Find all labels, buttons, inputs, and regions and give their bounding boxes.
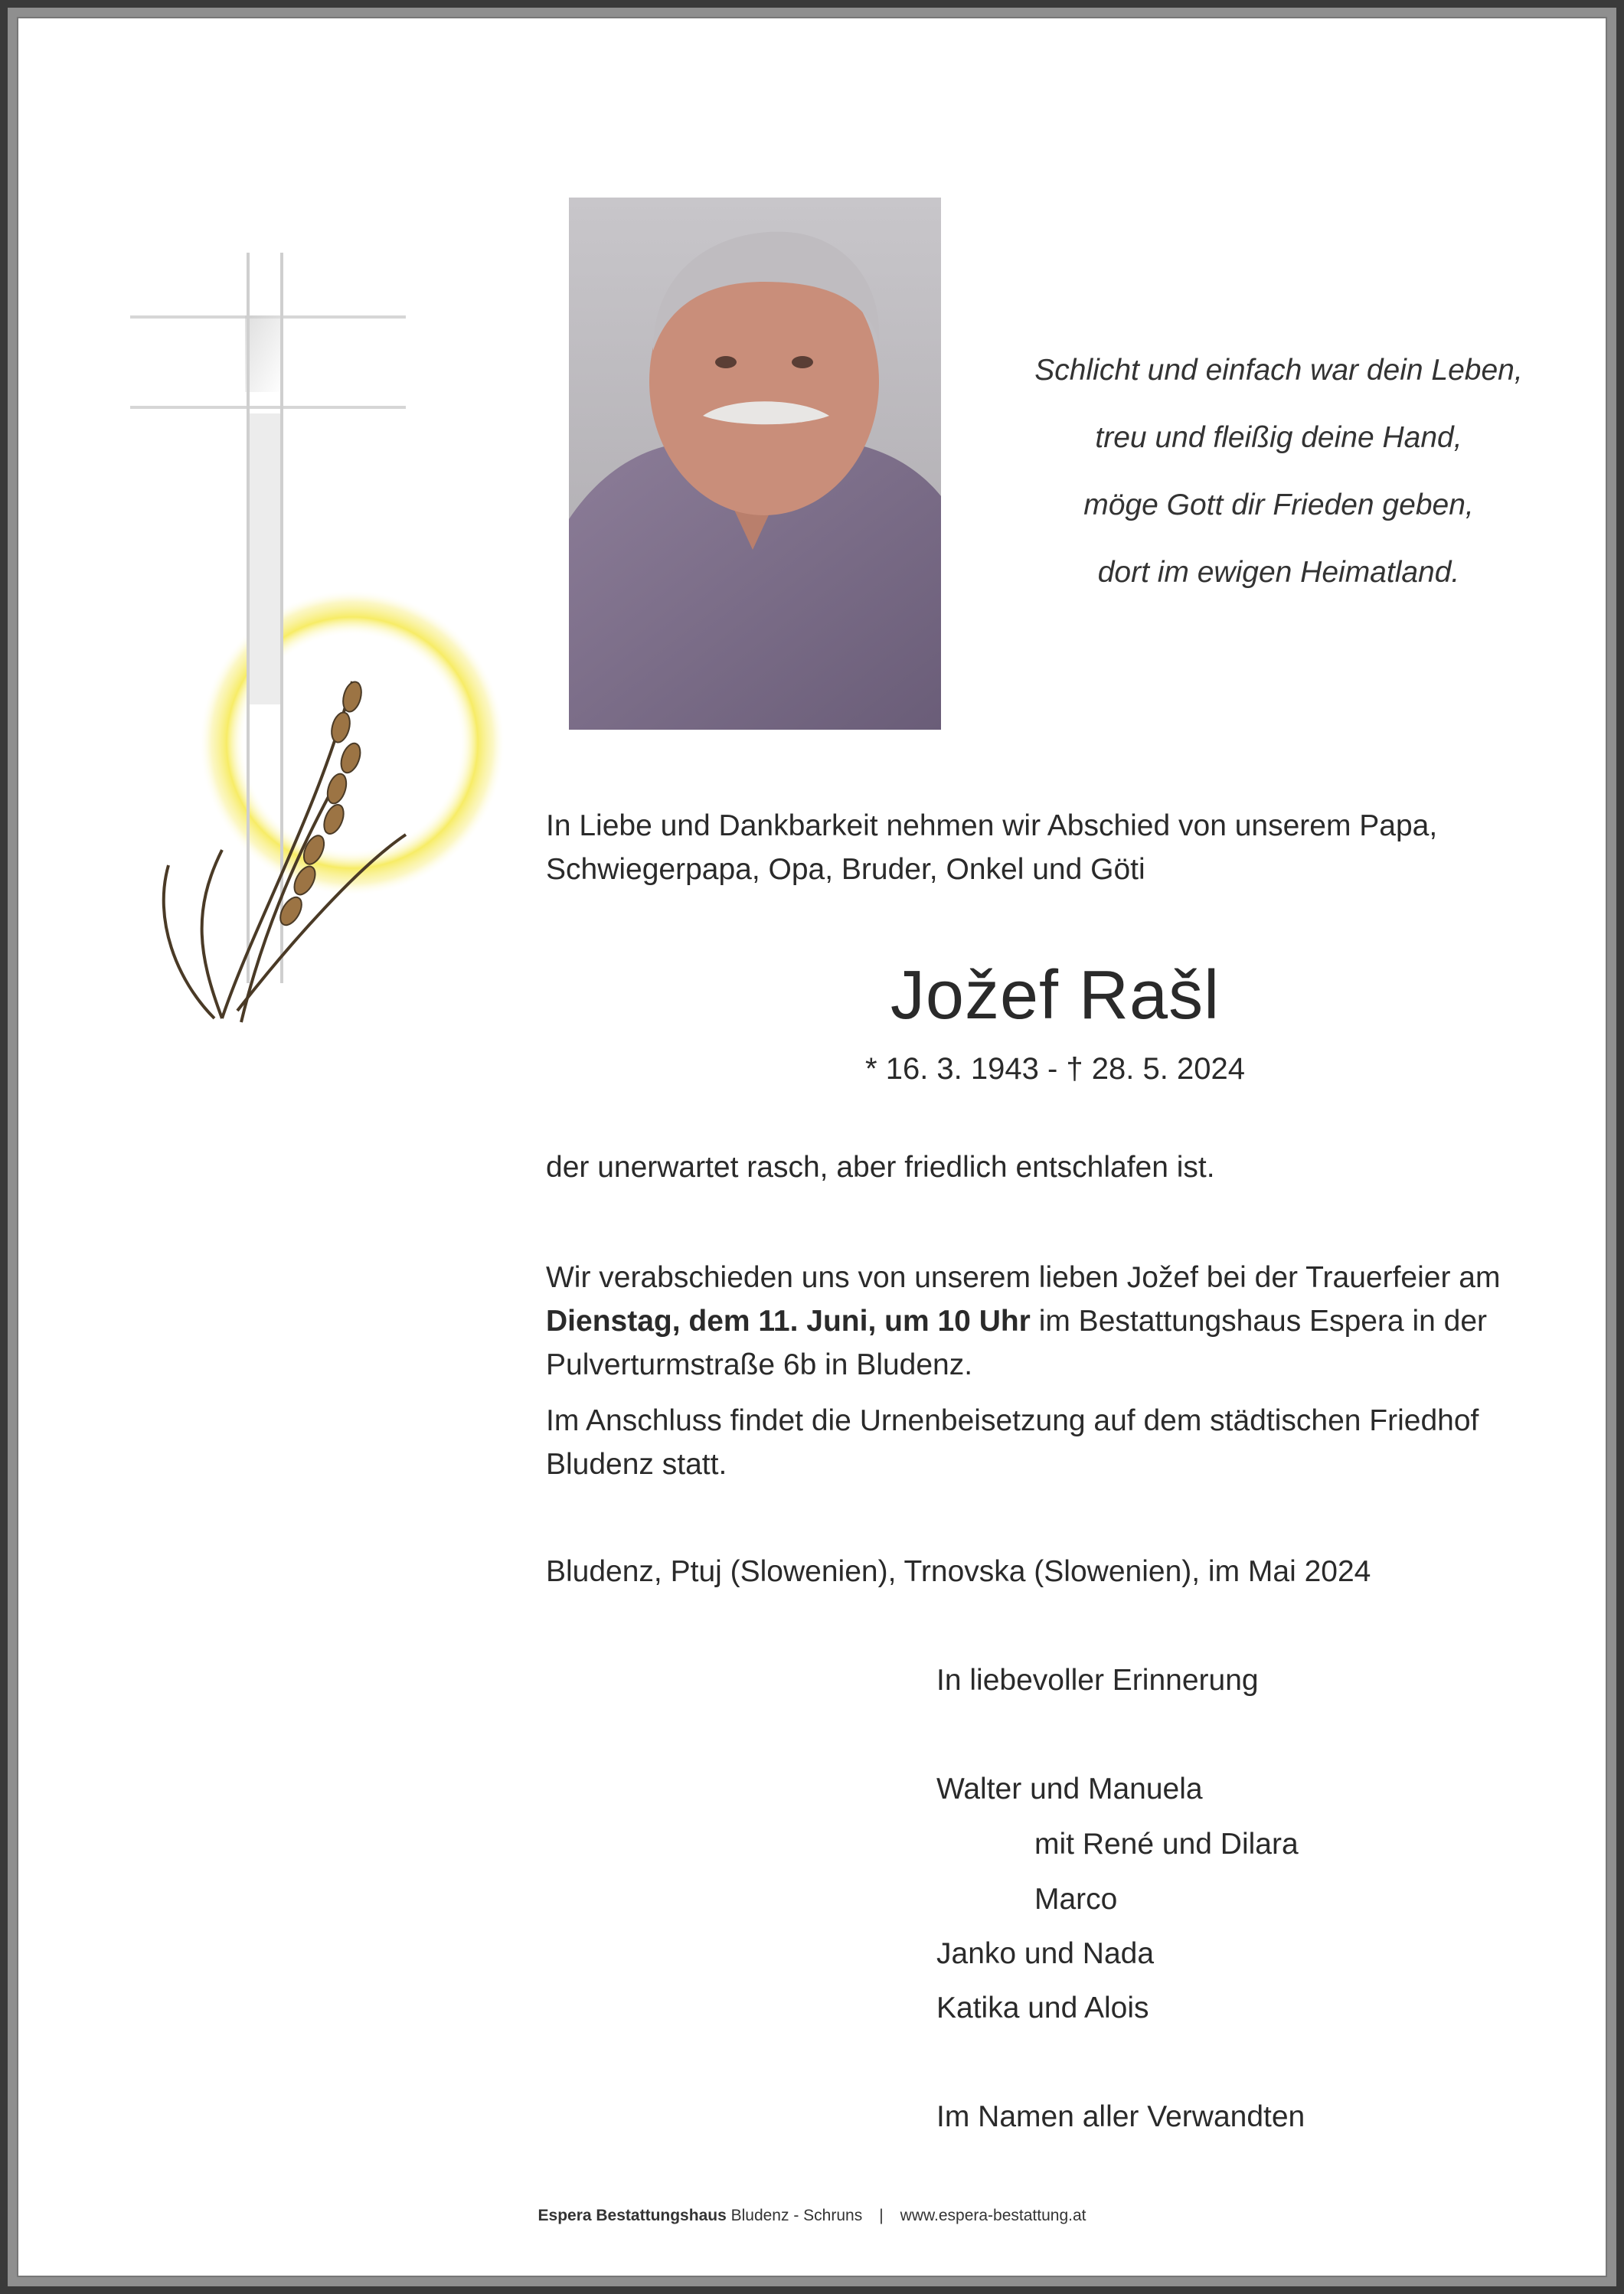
intro-text	[546, 804, 1437, 891]
burial-line: Bludenz statt.	[546, 1448, 727, 1481]
ceremony-location: im Bestattungshaus Espera in der	[1030, 1305, 1488, 1338]
mourner-family: Janko und Nada	[936, 1937, 1155, 1970]
intro-line: In Liebe und Dankbarkeit nehmen wir Abschied von unserem Papa,	[546, 809, 1438, 842]
poem-line: dort im ewigen Heimatland.	[1097, 556, 1460, 589]
footer	[0, 2207, 1624, 2225]
intro-line: Schwiegerpapa, Opa, Bruder, Onkel und Göti	[546, 853, 1145, 886]
place-date: Bludenz, Ptuj (Slowenien), Trnovska (Slowenien), im Mai 2024	[546, 1555, 1371, 1588]
footer-separator: |	[879, 2207, 884, 2224]
life-dates: * 16. 3. 1943 - † 28. 5. 2024	[865, 1052, 1245, 1086]
portrait-photo	[569, 198, 941, 730]
ceremony-line	[546, 1299, 1500, 1343]
deceased-name: Jožef Rašl	[890, 957, 1220, 1034]
ceremony-date: Dienstag, dem 11. Juni, um 10 Uhr	[546, 1305, 1031, 1338]
footer-website-link[interactable]: www.espera-bestattung.at	[900, 2207, 1086, 2224]
footer-locations: Bludenz - Schruns	[726, 2207, 863, 2224]
cross-wheat-sun-icon	[107, 253, 536, 1049]
mourners-heading: In liebevoller Erinnerung	[936, 1664, 1259, 1697]
poem-line: möge Gott dir Frieden geben,	[1083, 489, 1474, 521]
passing-text: der unerwartet rasch, aber friedlich entschlafen ist.	[546, 1151, 1215, 1184]
mourner-family: Walter und Manuela	[936, 1773, 1203, 1805]
ceremony-text	[546, 1256, 1500, 1387]
poem-line: treu und fleißig deine Hand,	[1095, 421, 1462, 454]
burial-line: Im Anschluss findet die Urnenbeisetzung auf dem städtischen Friedhof	[546, 1404, 1479, 1437]
mourner-family-member: Marco	[1034, 1883, 1118, 1916]
mourner-family-member: mit René und Dilara	[1034, 1828, 1299, 1861]
poem	[995, 337, 1562, 606]
mourner-family: Katika und Alois	[936, 1992, 1149, 2024]
mourners-closing: Im Namen aller Verwandten	[936, 2100, 1305, 2133]
ceremony-line: Wir verabschieden uns von unserem lieben Jožef bei der Trauerfeier am	[546, 1261, 1501, 1294]
ceremony-line: Pulverturmstraße 6b in Bludenz.	[546, 1348, 973, 1381]
poem-line: Schlicht und einfach war dein Leben,	[1034, 354, 1523, 387]
burial-text	[546, 1399, 1479, 1486]
footer-company: Espera Bestattungshaus	[538, 2207, 727, 2224]
